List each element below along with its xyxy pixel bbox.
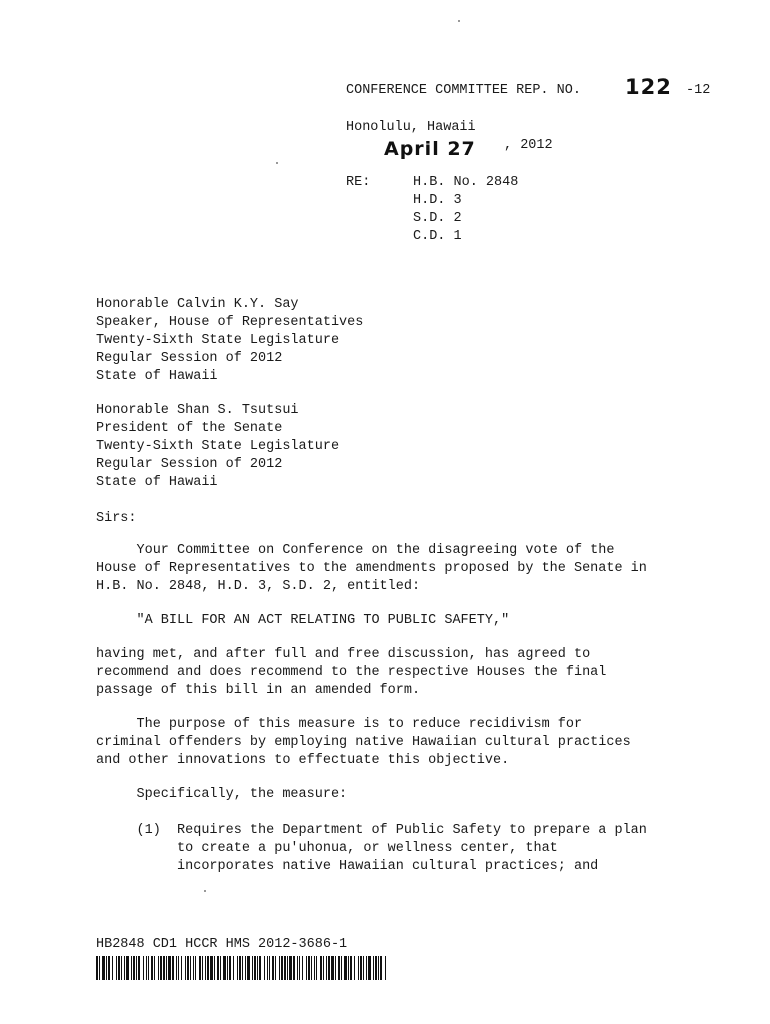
barcode-bar xyxy=(380,956,382,980)
barcode-bar xyxy=(195,956,196,980)
barcode-bar xyxy=(158,956,159,980)
barcode-bar xyxy=(308,956,310,980)
barcode-bar xyxy=(302,956,303,980)
paragraph-line: Specifically, the measure: xyxy=(96,787,348,802)
barcode-bar xyxy=(187,956,189,980)
barcode-bar xyxy=(176,956,177,980)
barcode-bar xyxy=(102,956,105,980)
barcode-bar xyxy=(233,956,234,980)
list-item-line: incorporates native Hawaiian cultural practices; and xyxy=(96,859,599,874)
barcode-bar xyxy=(366,956,367,980)
barcode-bar xyxy=(154,956,155,980)
barcode xyxy=(96,956,386,980)
barcode-bar xyxy=(112,956,113,980)
barcode-bar xyxy=(227,956,228,980)
barcode-bar xyxy=(293,956,295,980)
barcode-bar xyxy=(202,956,203,980)
barcode-bar xyxy=(375,956,377,980)
report-suffix: -12 xyxy=(686,83,711,98)
barcode-bar xyxy=(360,956,362,980)
barcode-bar xyxy=(378,956,379,980)
barcode-bar xyxy=(264,956,265,980)
barcode-bar xyxy=(172,956,174,980)
senate-draft: S.D. 2 xyxy=(413,211,462,226)
barcode-bar xyxy=(151,956,153,980)
addressee-1-line: Regular Session of 2012 xyxy=(96,351,283,366)
barcode-bar xyxy=(316,956,317,980)
addressee-2-line: Regular Session of 2012 xyxy=(96,457,283,472)
barcode-bar xyxy=(257,956,258,980)
barcode-bar xyxy=(118,956,120,980)
barcode-bar xyxy=(126,956,129,980)
barcode-bar xyxy=(237,956,238,980)
barcode-bar xyxy=(239,956,241,980)
bill-number: H.B. No. 2848 xyxy=(413,175,519,190)
barcode-bar xyxy=(190,956,191,980)
barcode-bar xyxy=(354,956,355,980)
barcode-bar xyxy=(242,956,243,980)
barcode-bar xyxy=(207,956,209,980)
barcode-bar xyxy=(229,956,231,980)
barcode-bar xyxy=(287,956,288,980)
barcode-bar xyxy=(205,956,206,980)
barcode-bar xyxy=(245,956,246,980)
barcode-bar xyxy=(146,956,147,980)
scan-speck xyxy=(276,162,278,164)
bill-title: "A BILL FOR AN ACT RELATING TO PUBLIC SAFETY," xyxy=(96,613,510,628)
barcode-bar xyxy=(299,956,300,980)
barcode-bar xyxy=(348,956,349,980)
salutation: Sirs: xyxy=(96,511,137,526)
barcode-bar xyxy=(281,956,283,980)
list-item-line: to create a pu'uhonua, or wellness center, that xyxy=(96,841,558,856)
paragraph-line: The purpose of this measure is to reduce recidivism for xyxy=(96,717,583,732)
barcode-bar xyxy=(358,956,359,980)
addressee-2-line: State of Hawaii xyxy=(96,475,218,490)
barcode-bar xyxy=(131,956,132,980)
paragraph-line: H.B. No. 2848, H.D. 3, S.D. 2, entitled: xyxy=(96,579,421,594)
house-draft: H.D. 3 xyxy=(413,193,462,208)
barcode-bar xyxy=(344,956,347,980)
barcode-bar xyxy=(259,956,261,980)
barcode-bar xyxy=(252,956,253,980)
document-id: HB2848 CD1 HCCR HMS 2012-3686-1 xyxy=(96,937,348,952)
barcode-bar xyxy=(185,956,186,980)
barcode-bar xyxy=(214,956,215,980)
barcode-bar xyxy=(217,956,219,980)
barcode-bar xyxy=(323,956,324,980)
barcode-bar xyxy=(368,956,371,980)
barcode-bar xyxy=(363,956,364,980)
barcode-bar xyxy=(328,956,330,980)
barcode-bar xyxy=(385,956,386,980)
barcode-bar xyxy=(166,956,167,980)
barcode-bar xyxy=(335,956,336,980)
paragraph-line: recommend and does recommend to the respective Houses the final xyxy=(96,665,607,680)
handwritten-date: April 27 xyxy=(384,138,476,160)
paragraph-line: having met, and after full and free discussion, has agreed to xyxy=(96,647,591,662)
barcode-bar xyxy=(373,956,374,980)
addressee-2-line: Twenty-Sixth State Legislature xyxy=(96,439,340,454)
barcode-bar xyxy=(163,956,165,980)
barcode-bar xyxy=(314,956,315,980)
barcode-bar xyxy=(136,956,137,980)
barcode-bar xyxy=(306,956,307,980)
addressee-1-line: Speaker, House of Representatives xyxy=(96,315,364,330)
barcode-bar xyxy=(138,956,140,980)
location: Honolulu, Hawaii xyxy=(346,120,476,135)
barcode-bar xyxy=(181,956,182,980)
barcode-bar xyxy=(272,956,274,980)
paragraph-line: Your Committee on Conference on the disagreeing vote of the xyxy=(96,543,615,558)
barcode-bar xyxy=(338,956,340,980)
barcode-bar xyxy=(124,956,125,980)
barcode-bar xyxy=(116,956,117,980)
addressee-2-line: Honorable Shan S. Tsutsui xyxy=(96,403,299,418)
barcode-bar xyxy=(121,956,122,980)
barcode-bar xyxy=(148,956,149,980)
barcode-bar xyxy=(223,956,226,980)
paragraph-line: passage of this bill in an amended form. xyxy=(96,683,421,698)
barcode-bar xyxy=(279,956,280,980)
barcode-bar xyxy=(320,956,322,980)
paragraph-line: and other innovations to effectuate this objective. xyxy=(96,753,510,768)
barcode-bar xyxy=(331,956,334,980)
barcode-bar xyxy=(210,956,213,980)
barcode-bar xyxy=(267,956,268,980)
paragraph-line: criminal offenders by employing native Hawaiian cultural practices xyxy=(96,735,631,750)
paragraph-line: House of Representatives to the amendments proposed by the Senate in xyxy=(96,561,647,576)
barcode-bar xyxy=(326,956,327,980)
barcode-bar xyxy=(247,956,250,980)
committee-report-label: CONFERENCE COMMITTEE REP. NO. xyxy=(346,83,581,98)
barcode-bar xyxy=(269,956,270,980)
barcode-bar xyxy=(289,956,292,980)
barcode-bar xyxy=(350,956,352,980)
handwritten-report-number: 122 xyxy=(625,75,672,99)
addressee-1-line: Twenty-Sixth State Legislature xyxy=(96,333,340,348)
conference-draft: C.D. 1 xyxy=(413,229,462,244)
barcode-bar xyxy=(220,956,221,980)
addressee-2-line: President of the Senate xyxy=(96,421,283,436)
year: , 2012 xyxy=(504,138,553,153)
barcode-bar xyxy=(178,956,179,980)
barcode-bar xyxy=(297,956,298,980)
barcode-bar xyxy=(311,956,312,980)
barcode-bar xyxy=(108,956,110,980)
scan-speck xyxy=(458,20,460,22)
barcode-bar xyxy=(168,956,171,980)
barcode-bar xyxy=(106,956,107,980)
addressee-1-line: Honorable Calvin K.Y. Say xyxy=(96,297,299,312)
barcode-bar xyxy=(284,956,286,980)
barcode-bar xyxy=(99,956,100,980)
re-label: RE: xyxy=(346,175,371,190)
list-item-line: (1) Requires the Department of Public Safety to prepare a plan xyxy=(96,823,647,838)
barcode-bar xyxy=(275,956,276,980)
barcode-bar xyxy=(143,956,144,980)
barcode-bar xyxy=(96,956,98,980)
addressee-1-line: State of Hawaii xyxy=(96,369,218,384)
scan-speck xyxy=(204,890,206,892)
barcode-bar xyxy=(193,956,194,980)
barcode-bar xyxy=(254,956,256,980)
barcode-bar xyxy=(199,956,201,980)
barcode-bar xyxy=(133,956,135,980)
barcode-bar xyxy=(341,956,342,980)
barcode-bar xyxy=(160,956,162,980)
